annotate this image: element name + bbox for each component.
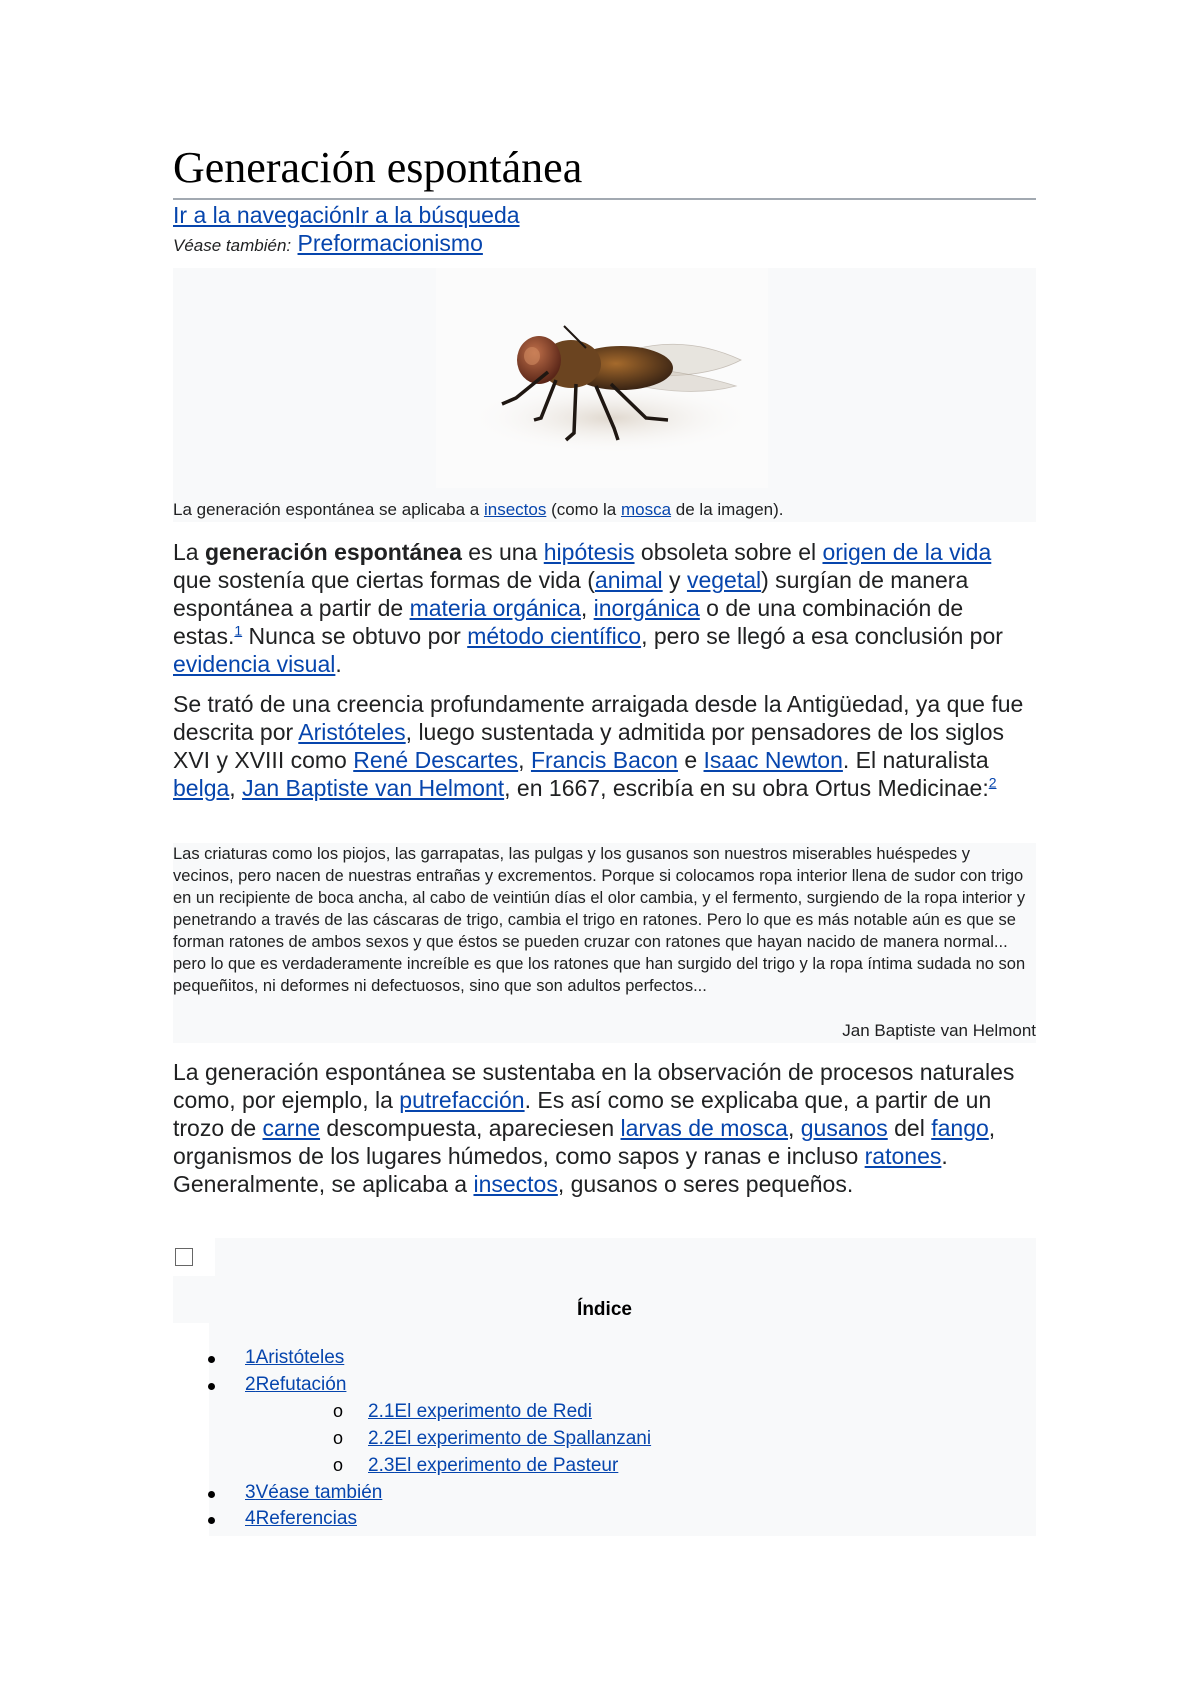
jump-to-navigation-link[interactable]: Ir a la navegación (173, 202, 355, 228)
text: del (887, 1115, 932, 1141)
text: . Es así como se explicaba que, a partir de un trozo de (173, 1087, 992, 1141)
toc-number: 1 (245, 1347, 256, 1368)
text: Se trató de una creencia profundamente arraigada desde la Antigüedad, ya que fue descrita por (173, 691, 1024, 745)
text: , (229, 775, 243, 801)
ratones-link[interactable]: ratones (864, 1143, 942, 1169)
text: obsoleta sobre el (634, 539, 823, 565)
reference-2-link[interactable]: 2 (988, 774, 997, 791)
toc-label: Referencias (255, 1508, 357, 1529)
caption-text: de la imagen). (671, 500, 784, 519)
text: , en 1667, escribía en su obra Ortus Medicinae: (504, 775, 989, 801)
page-title: Generación espontánea (173, 140, 1036, 200)
text: ) surgían de manera espontánea a partir de (173, 567, 969, 621)
gusanos-link[interactable]: gusanos (800, 1115, 888, 1141)
text: La generación espontánea se sustentaba en la observación de procesos naturales como, por ejemplo, la (173, 1059, 1015, 1113)
circle-bullet-icon: o (333, 1455, 344, 1475)
see-also-note (173, 229, 483, 260)
jump-links (173, 201, 520, 229)
text: , (518, 747, 531, 773)
text: , luego sustentada y admitida por pensadores de los siglos XVI y XVIII como (173, 719, 1005, 773)
quote-text: Las criaturas como los piojos, las garrapatas, las pulgas y los gusanos son nuestros miserables huéspedes y vecinos, pero nacen de nuestras entrañas y excrementos. Porque si colocamos ropa interior llena de sudor con trigo en un recipiente de boca ancha, al cabo de veintiún días el olor cambia, y el fermento, surgiendo de la ropa interior y penetrando a través de las cáscaras de trigo, cambia el trigo en ratones. Pero lo que es más notable aún es que se forman ratones de ambos sexos y que éstos se pueden cruzar con ratones que hayan nacido de manera normal... pero lo que es verdaderamente increíble es que los ratones que han surgido del trigo y la ropa íntima sudada no son pequeñitos, ni deformes ni defectuosos, sino que son adultos perfectos... (173, 845, 1026, 995)
text: , (580, 595, 594, 621)
circle-bullet-icon: o (333, 1428, 344, 1448)
table-of-contents (173, 1238, 1036, 1536)
toc-label: El experimento de Spallanzani (394, 1428, 652, 1449)
text: , pero se llegó a esa conclusión por (641, 623, 1003, 649)
vegetal-link[interactable]: vegetal (686, 567, 762, 593)
toc-number: 2 (245, 1374, 256, 1395)
text: . Generalmente, se aplicaba a (173, 1143, 948, 1197)
toc-number: 2.2 (368, 1428, 395, 1449)
figure-caption (173, 499, 784, 521)
quote-author: Jan Baptiste van Helmont (842, 1021, 1036, 1040)
text: es una (461, 539, 544, 565)
bullet-icon (208, 1517, 215, 1524)
toc-number: 3 (245, 1482, 256, 1503)
inorganica-link[interactable]: inorgánica (593, 595, 700, 621)
materia-organica-link[interactable]: materia orgánica (409, 595, 581, 621)
toc-item-spallanzani[interactable] (368, 1427, 651, 1451)
toc-item-redi[interactable] (368, 1400, 592, 1424)
text: . El naturalista (842, 747, 989, 773)
caption-text: La generación espontánea se aplicaba a (173, 500, 484, 519)
caption-text: (como la (546, 500, 621, 519)
text: o de una combinación de estas. (173, 595, 964, 649)
toc-item-refutacion[interactable] (245, 1373, 346, 1397)
text: , (787, 1115, 801, 1141)
van-helmont-link[interactable]: Jan Baptiste van Helmont (242, 775, 505, 801)
text: La (173, 539, 205, 565)
text: , gusanos o seres pequeños. (557, 1171, 854, 1197)
toc-item-pasteur[interactable] (368, 1454, 618, 1478)
bullet-icon (208, 1356, 215, 1363)
toc-title: Índice (577, 1299, 632, 1320)
insectos-link[interactable]: insectos (483, 500, 547, 519)
toc-label: Aristóteles (255, 1347, 345, 1368)
text: que sostenía que ciertas formas de vida ( (173, 567, 595, 593)
intro-paragraph (173, 538, 1036, 678)
origen-de-la-vida-link[interactable]: origen de la vida (822, 539, 992, 565)
putrefaccion-link[interactable]: putrefacción (399, 1087, 525, 1113)
hipotesis-link[interactable]: hipótesis (543, 539, 635, 565)
toc-item-aristoteles[interactable] (245, 1346, 344, 1370)
toc-toggle-checkbox[interactable] (175, 1248, 193, 1266)
reference-1-link[interactable]: 1 (234, 622, 243, 639)
observation-paragraph (173, 1058, 1036, 1198)
carne-link[interactable]: carne (262, 1115, 321, 1141)
larvas-de-mosca-link[interactable]: larvas de mosca (620, 1115, 788, 1141)
text: e (677, 747, 704, 773)
toc-number: 2.1 (368, 1401, 395, 1422)
toc-label: El experimento de Redi (394, 1401, 592, 1422)
fly-image[interactable] (436, 268, 768, 488)
toc-number: 2.3 (368, 1455, 395, 1476)
fango-link[interactable]: fango (931, 1115, 989, 1141)
insectos-link[interactable]: insectos (473, 1171, 558, 1197)
history-paragraph (173, 690, 1036, 802)
see-also-label: Véase también: (173, 236, 292, 255)
francis-bacon-link[interactable]: Francis Bacon (530, 747, 678, 773)
text: Nunca se obtuvo por (242, 623, 468, 649)
text: , organismos de los lugares húmedos, como sapos y ranas e incluso (173, 1115, 996, 1169)
metodo-cientifico-link[interactable]: método científico (467, 623, 642, 649)
toc-label: El experimento de Pasteur (394, 1455, 619, 1476)
animal-link[interactable]: animal (594, 567, 663, 593)
belga-link[interactable]: belga (173, 775, 230, 801)
bold-term: generación espontánea (204, 539, 462, 565)
evidencia-visual-link[interactable]: evidencia visual (173, 651, 336, 677)
toc-item-referencias[interactable] (245, 1507, 357, 1531)
text: . (335, 651, 342, 677)
isaac-newton-link[interactable]: Isaac Newton (703, 747, 843, 773)
bullet-icon (208, 1491, 215, 1498)
blockquote (173, 843, 1036, 1043)
aristoteles-link[interactable]: Aristóteles (298, 719, 406, 745)
toc-label: Véase también (255, 1482, 383, 1503)
mosca-link[interactable]: mosca (620, 500, 672, 519)
preformacionismo-link[interactable]: Preformacionismo (297, 230, 483, 256)
text: y (662, 567, 687, 593)
rene-descartes-link[interactable]: René Descartes (353, 747, 519, 773)
figure (173, 268, 1036, 522)
toc-item-vease-tambien[interactable] (245, 1481, 382, 1505)
text: descompuesta, apareciesen (320, 1115, 621, 1141)
toc-label: Refutación (255, 1374, 347, 1395)
toc-number: 4 (245, 1508, 256, 1529)
bullet-icon (208, 1383, 215, 1390)
jump-to-search-link[interactable]: Ir a la búsqueda (354, 202, 520, 228)
fly-illustration (436, 268, 768, 488)
toc-margin (173, 1323, 209, 1536)
circle-bullet-icon: o (333, 1401, 344, 1421)
